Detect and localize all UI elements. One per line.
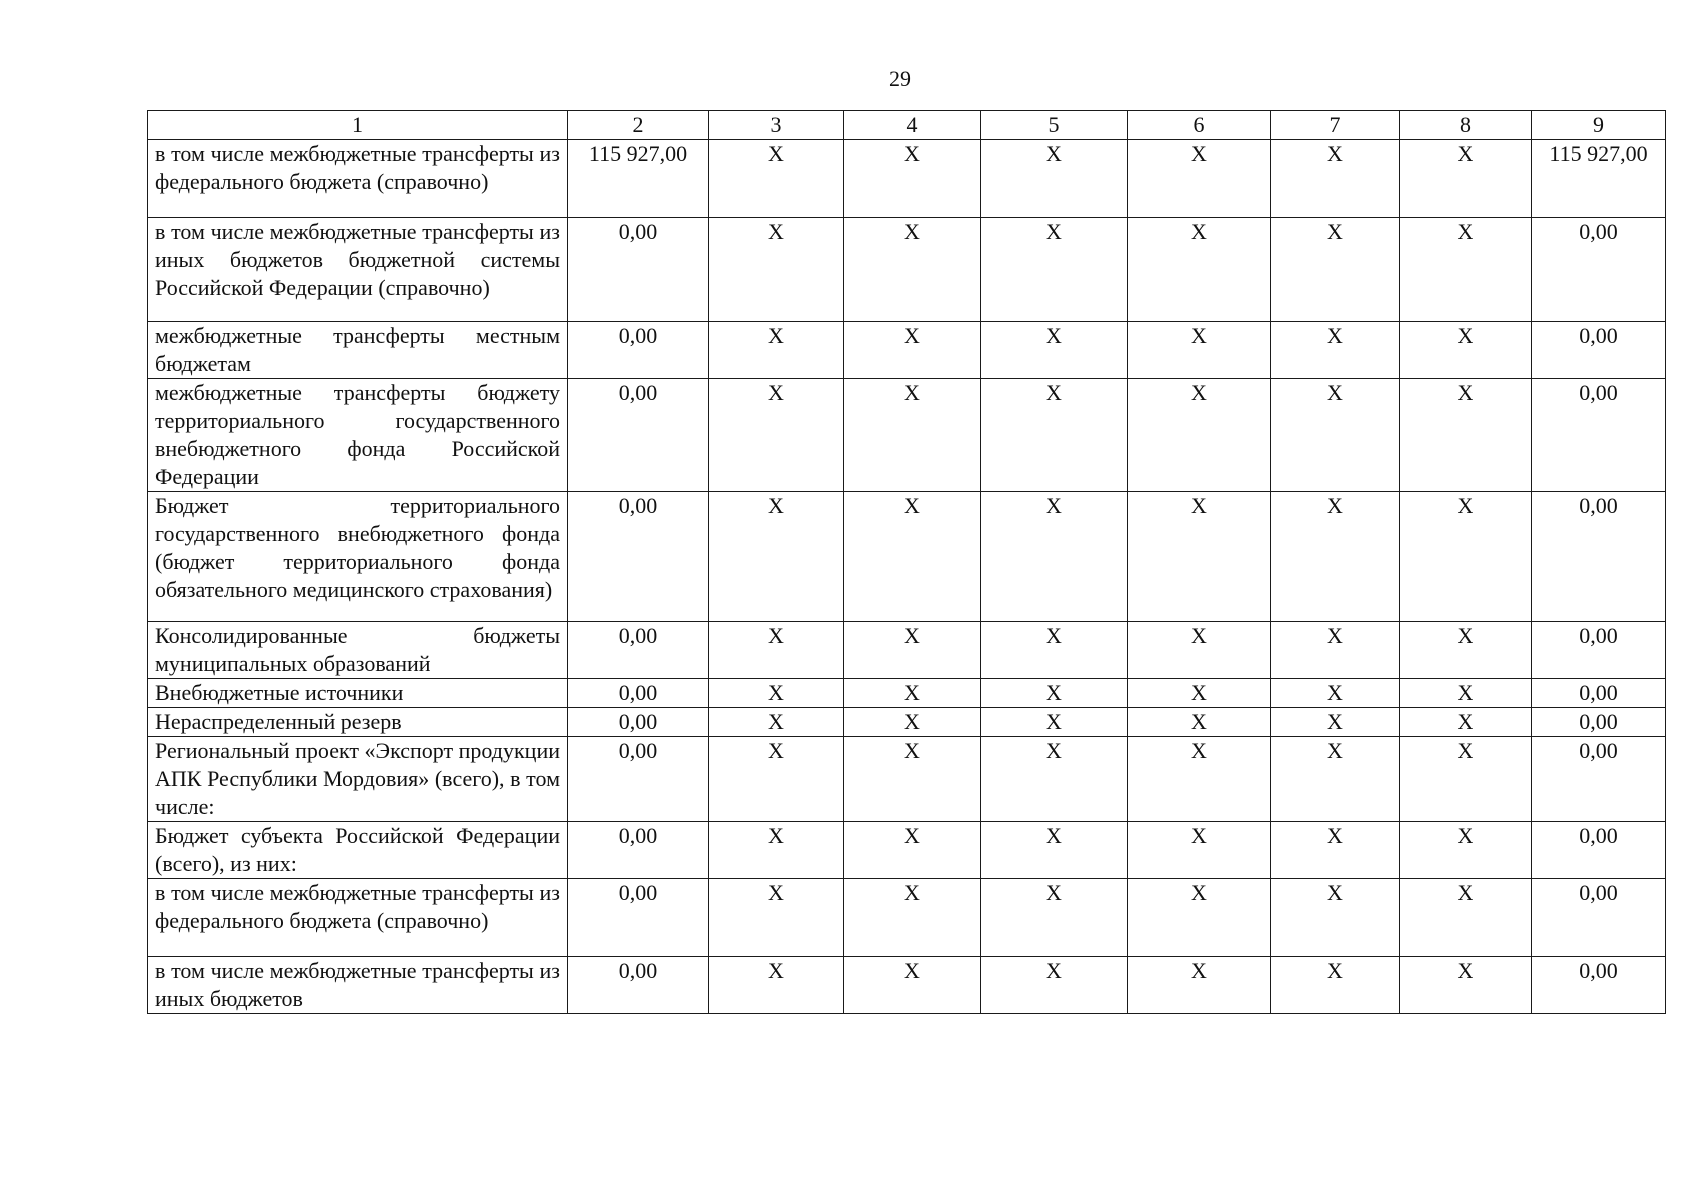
- page-number: 29: [889, 66, 911, 91]
- x-marker-cell: X: [844, 879, 981, 957]
- x-marker-cell: X: [1271, 492, 1400, 622]
- row-label: в том числе межбюджетные трансферты из иных бюджетов: [148, 957, 568, 1014]
- amount-cell: 0,00: [1532, 622, 1666, 679]
- x-marker-cell: X: [844, 679, 981, 708]
- x-marker-cell: X: [981, 737, 1128, 822]
- column-header: 9: [1532, 111, 1666, 140]
- x-marker-cell: X: [1271, 379, 1400, 492]
- x-marker-cell: X: [1128, 492, 1271, 622]
- x-marker-cell: X: [709, 957, 844, 1014]
- amount-cell: 0,00: [1532, 879, 1666, 957]
- x-marker-cell: X: [981, 492, 1128, 622]
- x-marker-cell: X: [844, 737, 981, 822]
- x-marker-cell: X: [709, 737, 844, 822]
- table-row: [148, 957, 1666, 1014]
- amount-cell: 0,00: [568, 492, 709, 622]
- amount-cell: 0,00: [1532, 492, 1666, 622]
- amount-cell: 0,00: [568, 218, 709, 322]
- table-row: [148, 737, 1666, 822]
- x-marker-cell: X: [844, 322, 981, 379]
- row-label: межбюджетные трансферты местным бюджетам: [148, 322, 568, 379]
- x-marker-cell: X: [1400, 492, 1532, 622]
- x-marker-cell: X: [981, 679, 1128, 708]
- x-marker-cell: X: [1400, 140, 1532, 218]
- x-marker-cell: X: [709, 492, 844, 622]
- x-marker-cell: X: [1271, 218, 1400, 322]
- amount-cell: 0,00: [1532, 822, 1666, 879]
- x-marker-cell: X: [1271, 822, 1400, 879]
- column-header: 6: [1128, 111, 1271, 140]
- x-marker-cell: X: [1128, 822, 1271, 879]
- x-marker-cell: X: [709, 879, 844, 957]
- amount-cell: 115 927,00: [568, 140, 709, 218]
- x-marker-cell: X: [1128, 322, 1271, 379]
- x-marker-cell: X: [981, 322, 1128, 379]
- table-header-row: [148, 111, 1666, 140]
- x-marker-cell: X: [1128, 140, 1271, 218]
- table-row: [148, 679, 1666, 708]
- amount-cell: 0,00: [1532, 322, 1666, 379]
- x-marker-cell: X: [1400, 708, 1532, 737]
- x-marker-cell: X: [709, 140, 844, 218]
- amount-cell: 0,00: [568, 822, 709, 879]
- column-header: 2: [568, 111, 709, 140]
- table-body: [148, 140, 1666, 1014]
- x-marker-cell: X: [709, 379, 844, 492]
- x-marker-cell: X: [844, 957, 981, 1014]
- table-row: [148, 379, 1666, 492]
- x-marker-cell: X: [1128, 379, 1271, 492]
- x-marker-cell: X: [1271, 879, 1400, 957]
- x-marker-cell: X: [1128, 879, 1271, 957]
- column-header: 4: [844, 111, 981, 140]
- row-label: в том числе межбюджетные трансферты из иных бюджетов бюджетной системы Российской Федерации (справочно): [148, 218, 568, 322]
- amount-cell: 0,00: [568, 957, 709, 1014]
- row-label: в том числе межбюджетные трансферты из федерального бюджета (справочно): [148, 140, 568, 218]
- x-marker-cell: X: [1400, 822, 1532, 879]
- amount-cell: 0,00: [568, 322, 709, 379]
- x-marker-cell: X: [1271, 679, 1400, 708]
- table-row: [148, 708, 1666, 737]
- x-marker-cell: X: [844, 622, 981, 679]
- amount-cell: 0,00: [568, 622, 709, 679]
- row-label: Бюджет субъекта Российской Федерации (всего), из них:: [148, 822, 568, 879]
- budget-table: [147, 110, 1666, 1014]
- x-marker-cell: X: [709, 218, 844, 322]
- table-row: [148, 492, 1666, 622]
- x-marker-cell: X: [1128, 957, 1271, 1014]
- x-marker-cell: X: [709, 622, 844, 679]
- amount-cell: 0,00: [1532, 708, 1666, 737]
- x-marker-cell: X: [844, 822, 981, 879]
- table-row: [148, 218, 1666, 322]
- x-marker-cell: X: [981, 379, 1128, 492]
- x-marker-cell: X: [844, 218, 981, 322]
- table-row: [148, 140, 1666, 218]
- x-marker-cell: X: [709, 679, 844, 708]
- x-marker-cell: X: [844, 708, 981, 737]
- x-marker-cell: X: [981, 140, 1128, 218]
- amount-cell: 115 927,00: [1532, 140, 1666, 218]
- amount-cell: 0,00: [1532, 379, 1666, 492]
- row-label: Внебюджетные источники: [148, 679, 568, 708]
- amount-cell: 0,00: [568, 879, 709, 957]
- x-marker-cell: X: [1400, 622, 1532, 679]
- x-marker-cell: X: [981, 708, 1128, 737]
- x-marker-cell: X: [1400, 737, 1532, 822]
- table-row: [148, 622, 1666, 679]
- x-marker-cell: X: [1271, 322, 1400, 379]
- amount-cell: 0,00: [568, 679, 709, 708]
- x-marker-cell: X: [1128, 679, 1271, 708]
- table-row: [148, 879, 1666, 957]
- x-marker-cell: X: [1271, 622, 1400, 679]
- x-marker-cell: X: [1271, 140, 1400, 218]
- amount-cell: 0,00: [1532, 218, 1666, 322]
- x-marker-cell: X: [1128, 218, 1271, 322]
- row-label: Нераспределенный резерв: [148, 708, 568, 737]
- x-marker-cell: X: [1400, 379, 1532, 492]
- row-label: межбюджетные трансферты бюджету территориального государственного внебюджетного фонда Российской Федерации: [148, 379, 568, 492]
- x-marker-cell: X: [1400, 957, 1532, 1014]
- row-label: Консолидированные бюджеты муниципальных образований: [148, 622, 568, 679]
- amount-cell: 0,00: [568, 379, 709, 492]
- x-marker-cell: X: [1400, 679, 1532, 708]
- row-label: в том числе межбюджетные трансферты из федерального бюджета (справочно): [148, 879, 568, 957]
- x-marker-cell: X: [1400, 218, 1532, 322]
- column-header: 8: [1400, 111, 1532, 140]
- amount-cell: 0,00: [1532, 679, 1666, 708]
- x-marker-cell: X: [844, 140, 981, 218]
- amount-cell: 0,00: [1532, 737, 1666, 822]
- x-marker-cell: X: [844, 379, 981, 492]
- x-marker-cell: X: [981, 822, 1128, 879]
- x-marker-cell: X: [1271, 737, 1400, 822]
- x-marker-cell: X: [709, 822, 844, 879]
- column-header: 7: [1271, 111, 1400, 140]
- amount-cell: 0,00: [1532, 957, 1666, 1014]
- x-marker-cell: X: [1128, 708, 1271, 737]
- x-marker-cell: X: [1271, 708, 1400, 737]
- x-marker-cell: X: [1128, 737, 1271, 822]
- x-marker-cell: X: [844, 492, 981, 622]
- table-row: [148, 322, 1666, 379]
- x-marker-cell: X: [709, 322, 844, 379]
- x-marker-cell: X: [981, 218, 1128, 322]
- x-marker-cell: X: [981, 622, 1128, 679]
- row-label: Региональный проект «Экспорт продукции АПК Республики Мордовия» (всего), в том числе:: [148, 737, 568, 822]
- x-marker-cell: X: [709, 708, 844, 737]
- amount-cell: 0,00: [568, 737, 709, 822]
- column-header: 1: [148, 111, 568, 140]
- x-marker-cell: X: [1271, 957, 1400, 1014]
- column-header: 3: [709, 111, 844, 140]
- amount-cell: 0,00: [568, 708, 709, 737]
- x-marker-cell: X: [1400, 879, 1532, 957]
- x-marker-cell: X: [1128, 622, 1271, 679]
- table-row: [148, 822, 1666, 879]
- x-marker-cell: X: [981, 957, 1128, 1014]
- row-label: Бюджет территориального государственного внебюджетного фонда (бюджет территориального фонда обязательного медицинского страхования): [148, 492, 568, 622]
- column-header: 5: [981, 111, 1128, 140]
- x-marker-cell: X: [981, 879, 1128, 957]
- x-marker-cell: X: [1400, 322, 1532, 379]
